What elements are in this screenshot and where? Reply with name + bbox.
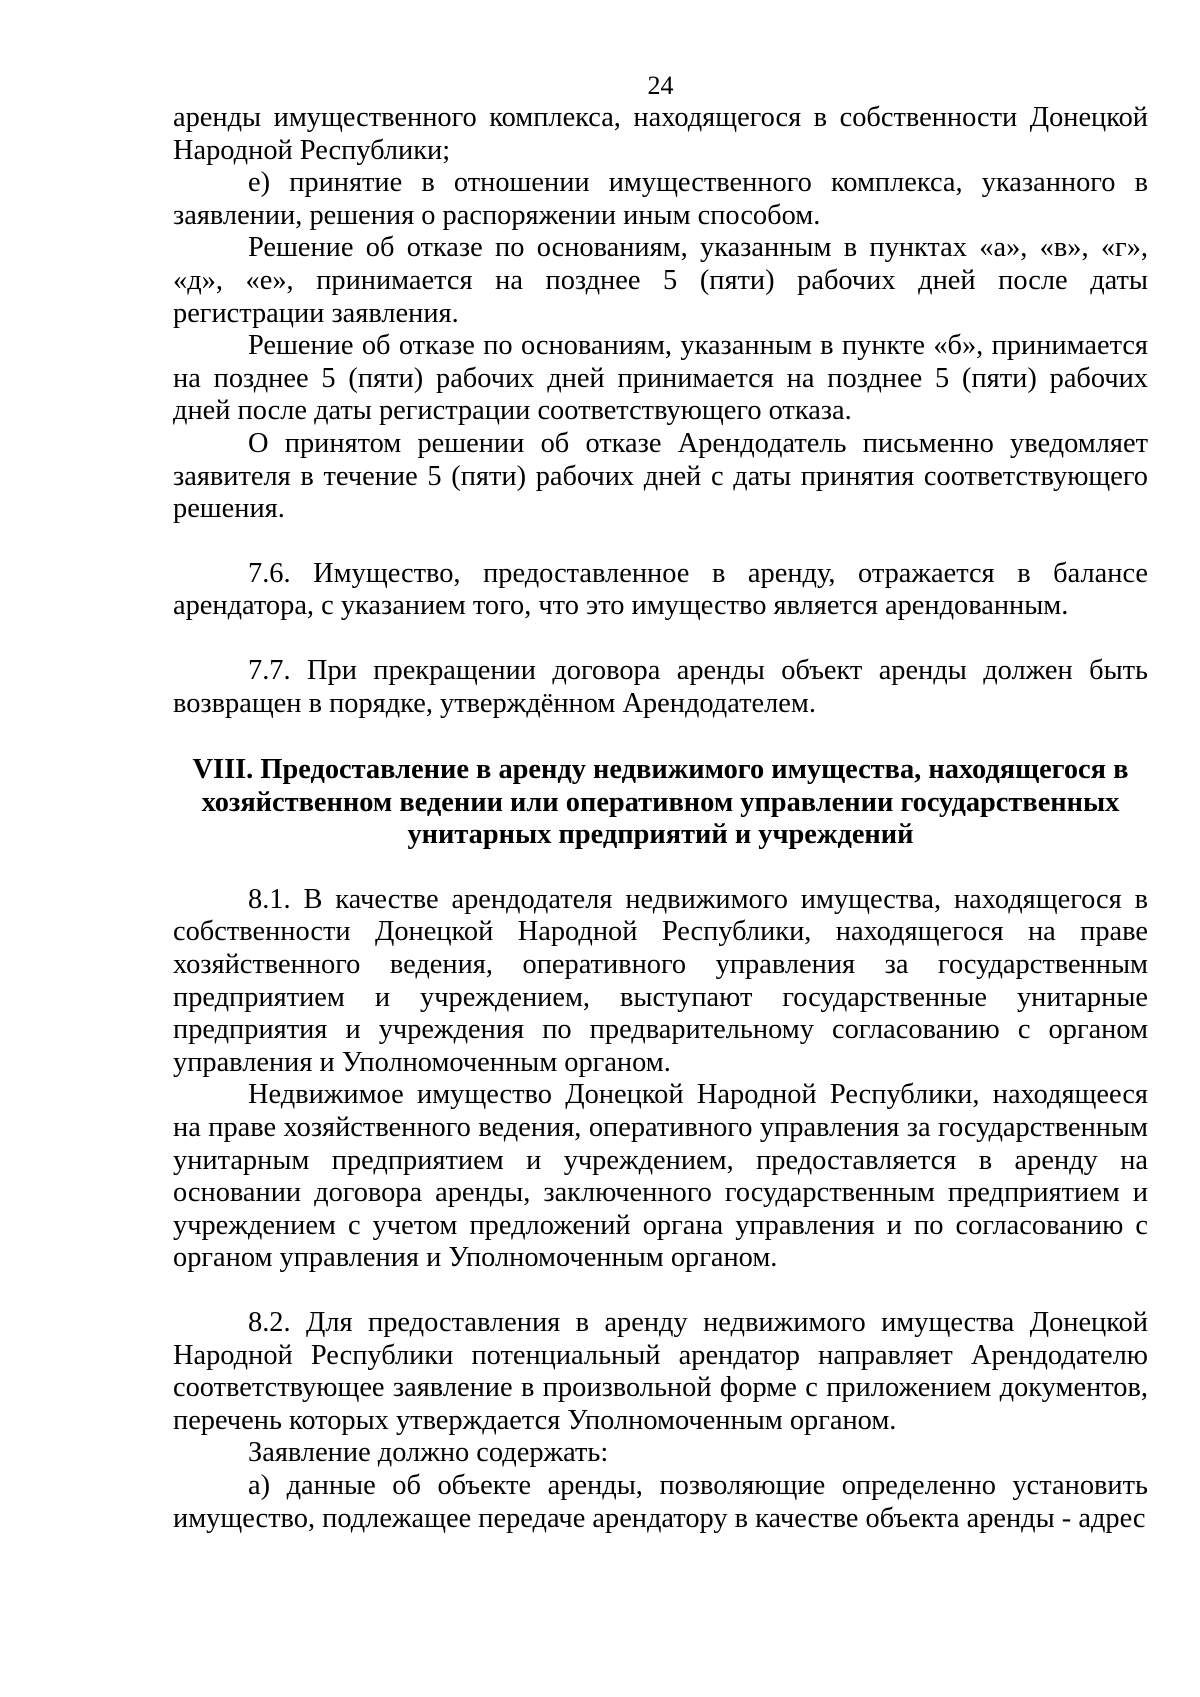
paragraph-item-a: а) данные об объекте аренды, позволяющие определенно установить имущество, подлежащее передаче арендатору в качестве объекта аренды - адрес — [173, 1469, 1148, 1534]
paragraph-7-7: 7.7. При прекращении договора аренды объект аренды должен быть возвращен в порядке, утверждённом Арендодателем. — [173, 654, 1148, 719]
page-number: 24 — [647, 71, 674, 100]
paragraph-8-1: 8.1. В качестве арендодателя недвижимого имущества, находящегося в собственности Донецкой Народной Республики, находящегося на праве хозяйственного ведения, оперативного управления за государственным предприятием и учреждением, выступают государственные унитарные предприятия и учреждения по предварительному согласованию с органом управления и Уполномоченным органом. — [173, 883, 1148, 1078]
paragraph-application-content: Заявление должно содержать: — [248, 1437, 609, 1469]
section-heading: VIII. Предоставление в аренду недвижимого имущества, находящегося в хозяйственном ведении или оперативном управлении государственных унитарных предприятий и учреждений — [192, 754, 1129, 851]
paragraph-continuation: аренды имущественного комплекса, находящегося в собственности Донецкой Народной Республики; — [173, 102, 1148, 166]
paragraph-item-e: е) принятие в отношении имущественного комплекса, указанного в заявлении, решения о распоряжении иным способом. — [173, 167, 1148, 231]
paragraph-8-2: 8.2. Для предоставления в аренду недвижимого имущества Донецкой Народной Республики потенциальный арендатор направляет Арендодателю соответствующее заявление в произвольной форме с приложением документов, перечень которых утверждается Уполномоченным органом. — [173, 1307, 1148, 1436]
paragraph-real-estate: Недвижимое имущество Донецкой Народной Республики, находящееся на праве хозяйственного ведения, оперативного управления за государственным унитарным предприятием и учреждением, предоставляется в аренду на основании договора аренды, заключенного государственным предприятием и учреждением с учетом предложений органа управления и по согласованию с органом управления и Уполномоченным органом. — [173, 1079, 1148, 1274]
paragraph-refusal-grounds: Решение об отказе по основаниям, указанным в пунктах «а», «в», «г», «д», «е», принимается на позднее 5 (пяти) рабочих дней после даты регистрации заявления. — [173, 232, 1148, 329]
document-page — [173, 70, 1148, 1535]
paragraph-notification: О принятом решении об отказе Арендодатель письменно уведомляет заявителя в течение 5 (пяти) рабочих дней с даты принятия соответствующего решения. — [173, 427, 1148, 525]
paragraph-refusal-b: Решение об отказе по основаниям, указанным в пункте «б», принимается на позднее 5 (пяти) рабочих дней принимается на позднее 5 (пяти) рабочих дней после даты регистрации соответствующего отказа. — [173, 330, 1148, 427]
paragraph-7-6: 7.6. Имущество, предоставленное в аренду, отражается в балансе арендатора, с указанием того, что это имущество является арендованным. — [173, 557, 1148, 622]
